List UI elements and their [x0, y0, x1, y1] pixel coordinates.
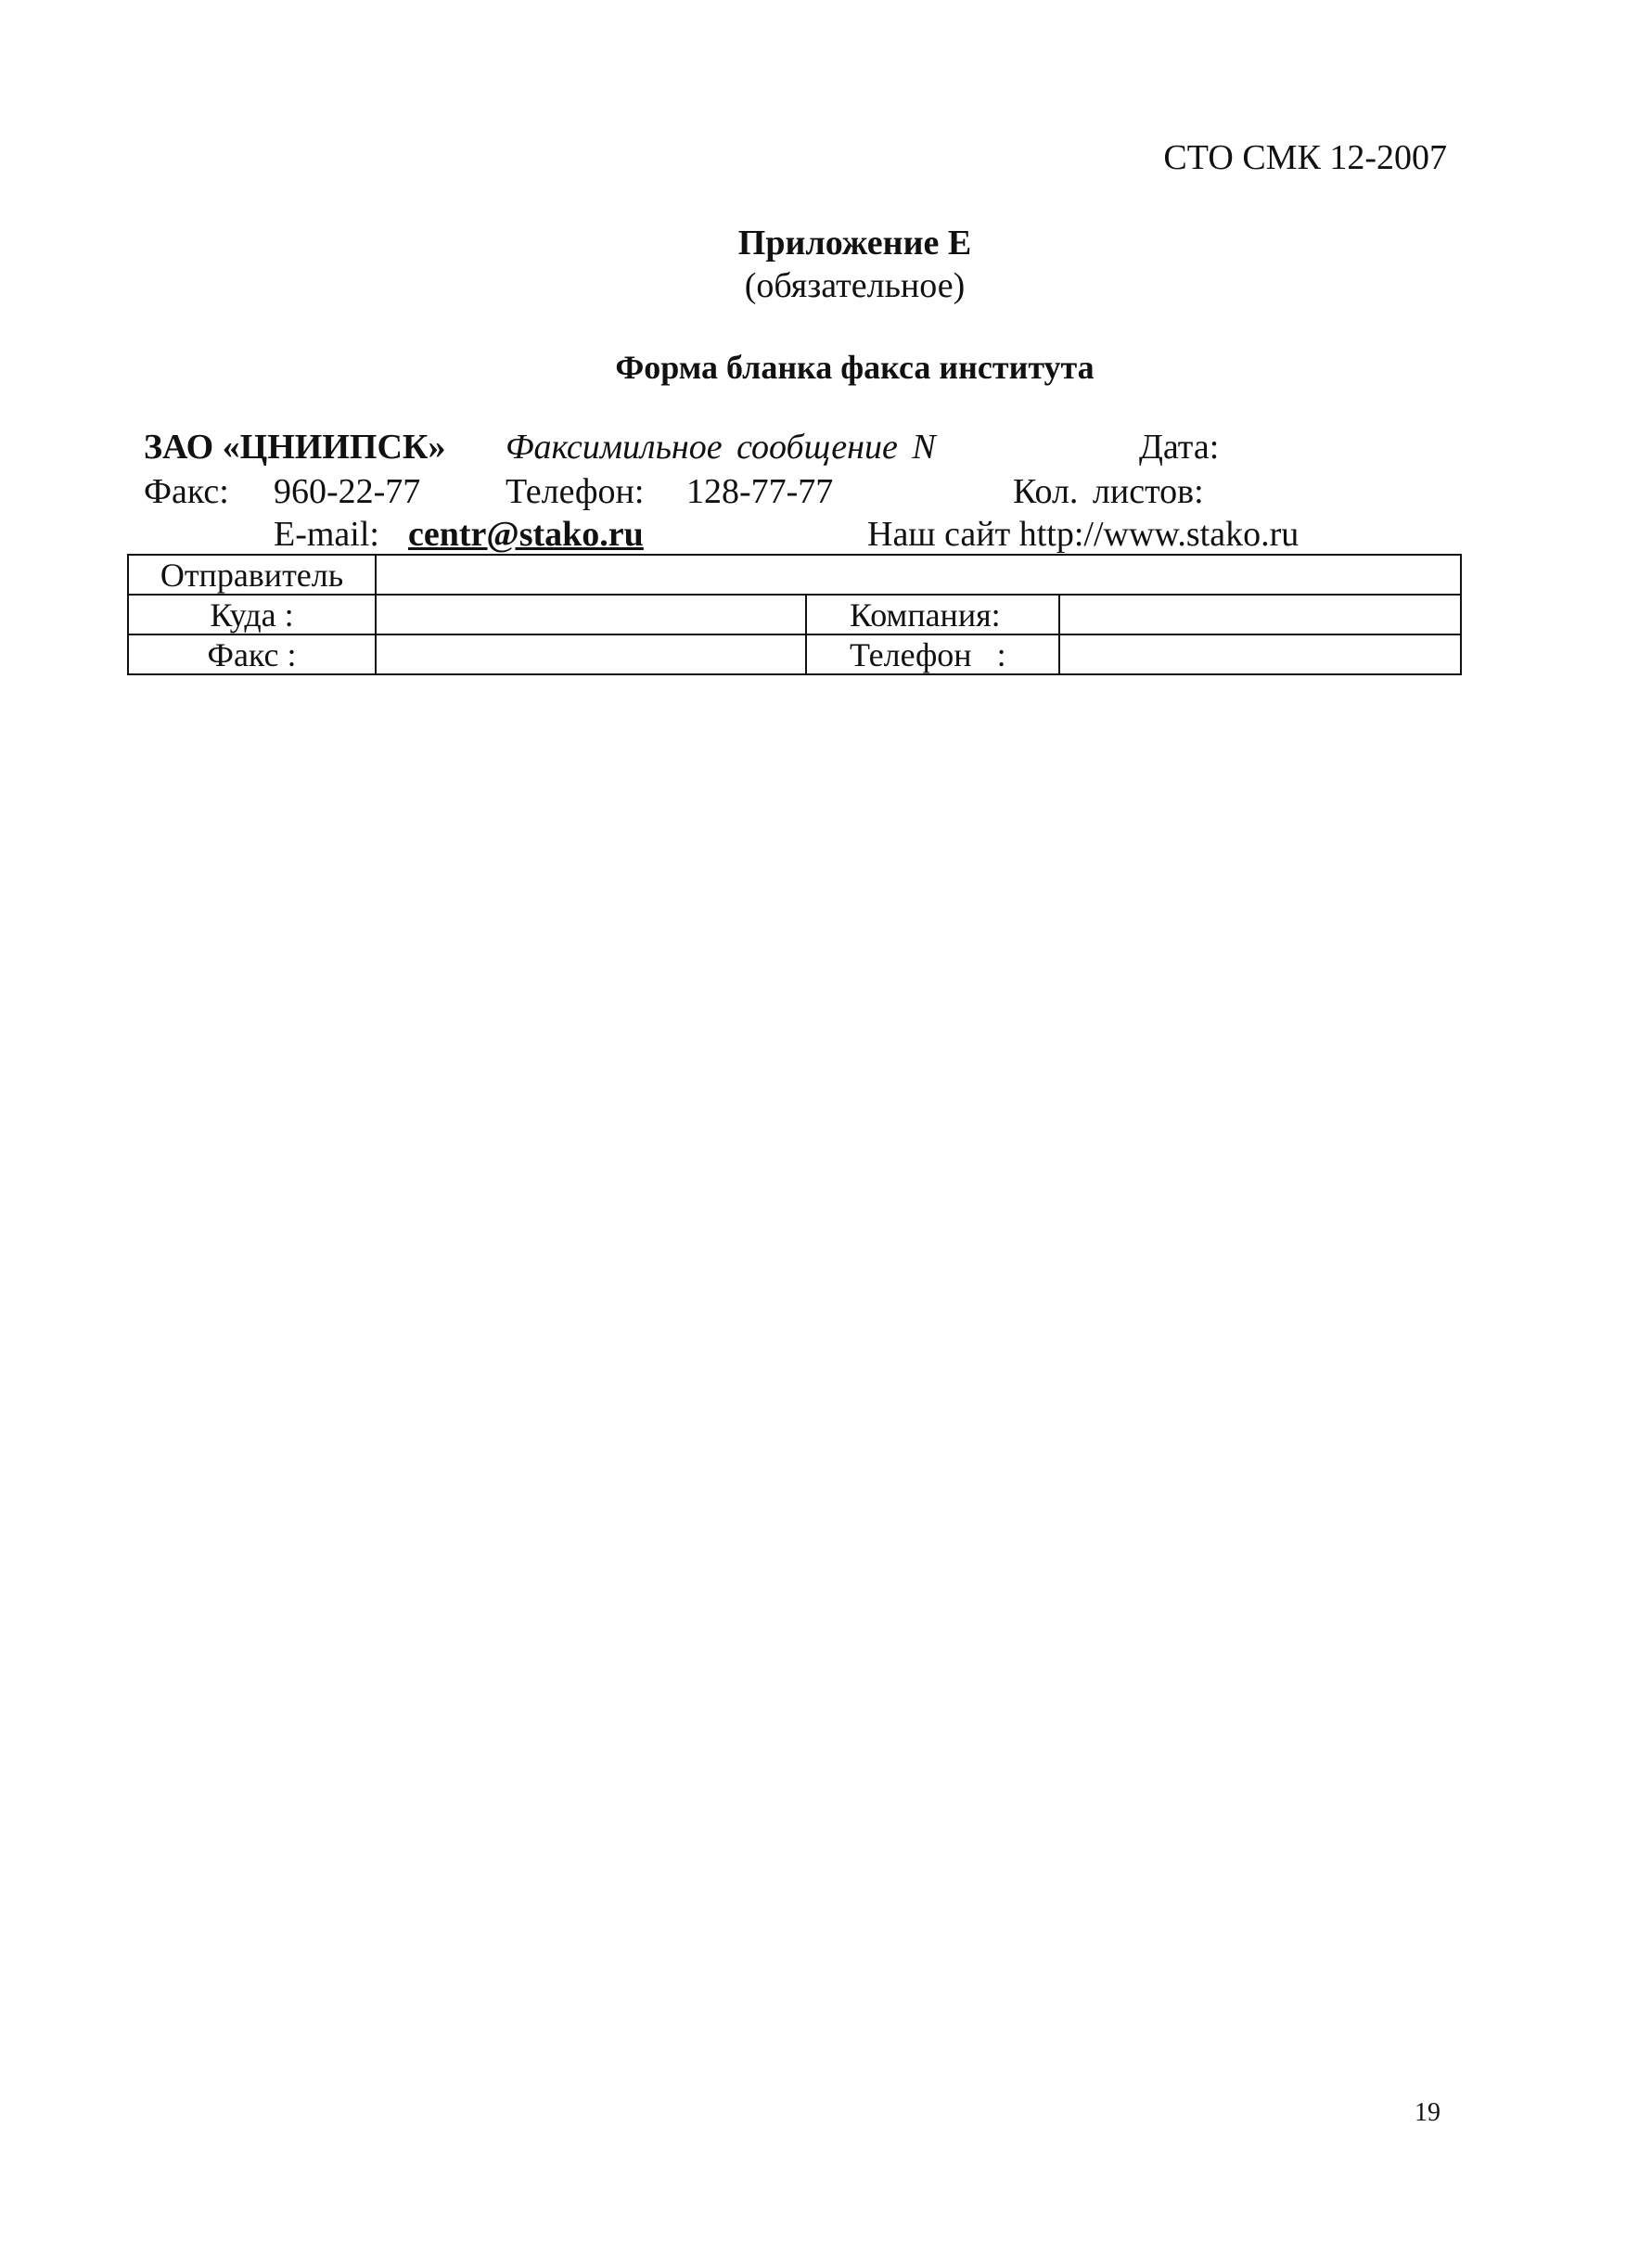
sender-label: Отправитель	[128, 555, 376, 595]
fax-message-label: Факсимильное сообщение N	[506, 428, 936, 467]
fax-field[interactable]	[376, 634, 806, 674]
website-label[interactable]: Наш сайт http://www.stako.ru	[867, 515, 1300, 554]
to-field[interactable]	[376, 595, 806, 634]
company-field[interactable]	[1059, 595, 1461, 634]
table-row-fax	[128, 634, 1461, 674]
phone-field[interactable]	[1059, 634, 1461, 674]
appendix-subtitle: (обязательное)	[744, 266, 966, 305]
form-title: Форма бланка факса института	[615, 349, 1095, 386]
document-code: СТО СМК 12-2007	[1163, 138, 1447, 177]
organization-name: ЗАО «ЦНИИПСК»	[144, 428, 446, 467]
email-label: E-mail:	[274, 515, 379, 554]
phone-label: Телефон:	[506, 472, 645, 511]
fax-form-table	[127, 554, 1462, 675]
to-label: Куда :	[128, 595, 376, 634]
appendix-title: Приложение Е	[737, 224, 972, 263]
table-phone-label: Телефон :	[806, 634, 1059, 674]
table-row-to	[128, 595, 1461, 634]
table-fax-label: Факс :	[128, 634, 376, 674]
phone-number: 128-77-77	[686, 472, 834, 511]
date-label: Дата:	[1139, 428, 1220, 467]
page-number: 19	[1415, 2098, 1440, 2127]
sender-field[interactable]	[376, 555, 1461, 595]
company-label: Компания:	[806, 595, 1059, 634]
fax-label: Факс:	[144, 472, 229, 511]
email-link[interactable]: centr@stako.ru	[408, 515, 644, 554]
sheets-count-label: Кол. листов:	[1013, 472, 1204, 511]
table-row-sender	[128, 555, 1461, 595]
fax-number: 960-22-77	[274, 472, 421, 511]
